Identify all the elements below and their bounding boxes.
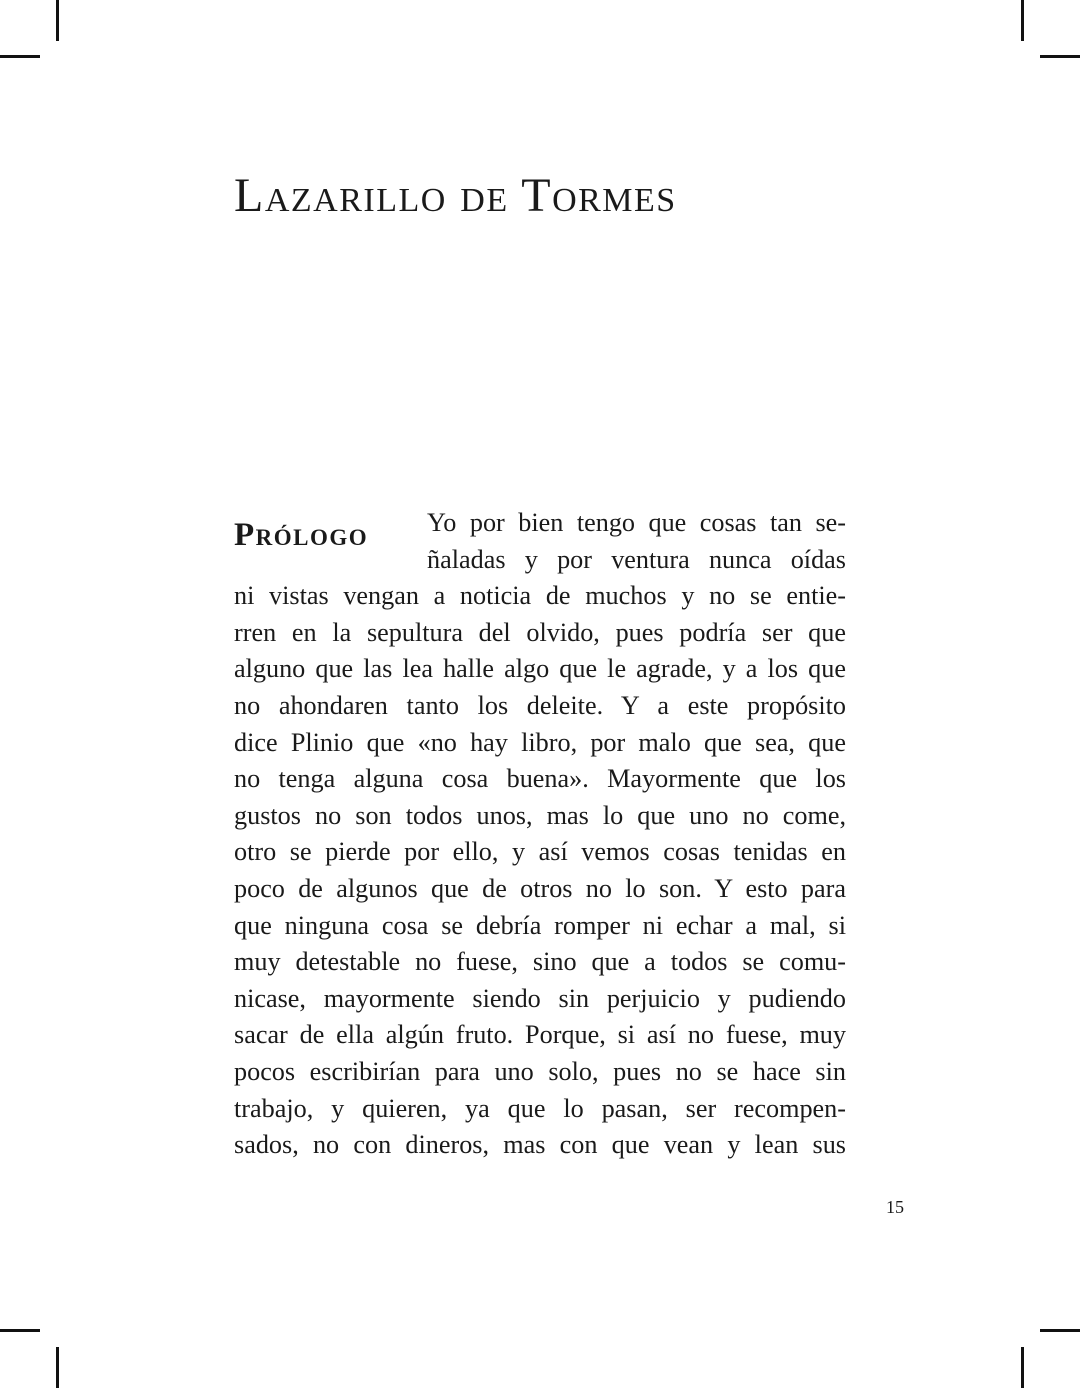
text-line: muy detestable no fuese, sino que a todos se comu- xyxy=(234,947,846,977)
text-line: trabajo, y quieren, ya que lo pasan, ser recompen- xyxy=(234,1093,846,1123)
text-line: ñaladas y por ventura nunca oídas xyxy=(427,544,846,574)
crop-mark-top-left-horizontal xyxy=(0,55,40,58)
page-number: 15 xyxy=(886,1197,904,1217)
text-line: que ninguna cosa se debría romper ni echar a mal, si xyxy=(234,910,846,940)
text-line: otro se pierde por ello, y así vemos cosas tenidas en xyxy=(234,837,846,867)
section-heading: Prólogo xyxy=(234,517,369,553)
text-line: rren en la sepultura del olvido, pues podría ser que xyxy=(234,617,846,647)
text-line: alguno que las lea halle algo que le agrade, y a los que xyxy=(234,654,846,684)
text-line: no tenga alguna cosa buena». Mayormente que los xyxy=(234,764,846,794)
text-line: poco de algunos que de otros no lo son. Y esto para xyxy=(234,873,846,903)
text-line: no ahondaren tanto los deleite. Y a este propósito xyxy=(234,690,846,720)
crop-mark-top-right-horizontal xyxy=(1040,55,1080,58)
text-line: Yo por bien tengo que cosas tan se- xyxy=(427,508,846,537)
crop-mark-top-left-vertical xyxy=(56,0,59,41)
text-line: pocos escribirían para uno solo, pues no se hace sin xyxy=(234,1056,846,1086)
crop-mark-bottom-left-horizontal xyxy=(0,1329,40,1332)
crop-mark-bottom-right-vertical xyxy=(1021,1347,1024,1388)
crop-mark-bottom-left-vertical xyxy=(56,1347,59,1388)
text-line: dice Plinio que «no hay libro, por malo que sea, que xyxy=(234,727,846,757)
text-line: sados, no con dineros, mas con que vean y lean sus xyxy=(234,1130,846,1160)
text-line: nicase, mayormente siendo sin perjuicio y pudiendo xyxy=(234,983,846,1013)
text-line: gustos no son todos unos, mas lo que uno no come, xyxy=(234,800,846,830)
crop-mark-top-right-vertical xyxy=(1021,0,1024,41)
text-line: sacar de ella algún fruto. Porque, si así no fuese, muy xyxy=(234,1020,846,1050)
book-title: Lazarillo de Tormes xyxy=(234,169,677,222)
crop-mark-bottom-right-horizontal xyxy=(1040,1329,1080,1332)
text-line: ni vistas vengan a noticia de muchos y no se entie- xyxy=(234,581,846,611)
body-text xyxy=(234,505,846,1164)
